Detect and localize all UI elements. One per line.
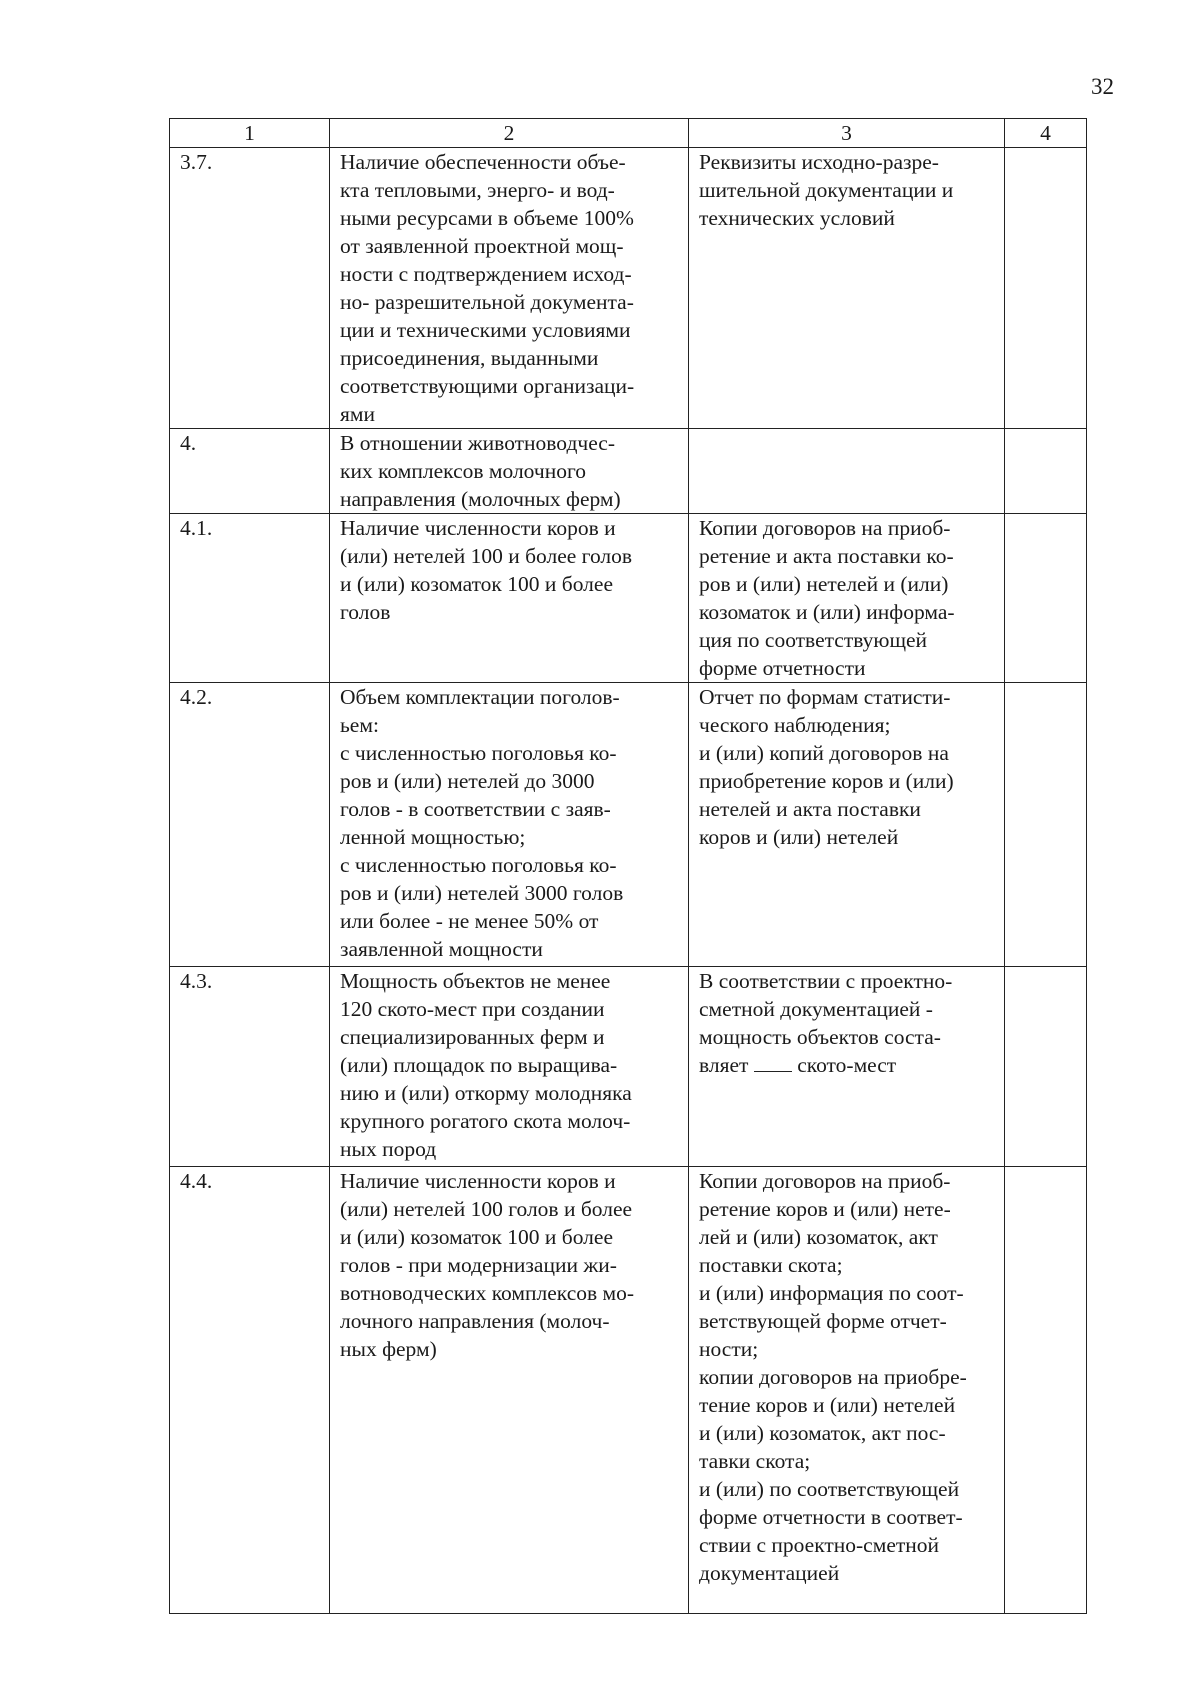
- table-row-3-7: [170, 148, 1087, 429]
- table-header-row: [170, 119, 1087, 148]
- documents-cell: Копии договоров на приоб- ретение коров и (или) нете- лей и (или) козоматок, акт поставки скота; и (или) информация по соот- ветствующей форме отчет- ности; копии договоров на приобре- тение коров и (или) нетелей и (или) козоматок, акт пос- тавки скота; и (или) по соответствующей форме отчетности в соответ- ствии с проектно-сметной документацией: [689, 1167, 1005, 1614]
- criterion-cell: Объем комплектации поголов- ьем: с численностью поголовья ко- ров и (или) нетелей до 3000 голов - в соответствии с заяв- ленной мощностью; с численностью поголовья ко- ров и (или) нетелей 3000 голов или более - не менее 50% от заявленной мощности: [330, 683, 689, 967]
- table-row-4-2: [170, 683, 1087, 967]
- table-row-4-1: [170, 514, 1087, 683]
- row-number-cell: 3.7.: [170, 148, 330, 429]
- table-row-4-3: [170, 967, 1087, 1167]
- requirements-table: [169, 118, 1087, 1614]
- documents-cell: [689, 967, 1005, 1167]
- fill-in-blank: [754, 1053, 792, 1072]
- criterion-cell: Мощность объектов не менее 120 ското-мест при создании специализированных ферм и (или) площадок по выращива- нию и (или) откорму молодняка крупного рогатого скота молоч- ных пород: [330, 967, 689, 1167]
- note-cell: [1005, 514, 1087, 683]
- row-number-cell: 4.3.: [170, 967, 330, 1167]
- page-number: 32: [1091, 74, 1114, 99]
- documents-text-suffix: ското-мест: [791, 1053, 897, 1077]
- documents-cell: Копии договоров на приоб- ретение и акта поставки ко- ров и (или) нетелей и (или) козоматок и (или) информа- ция по соответствующей форме отчетности: [689, 514, 1005, 683]
- criterion-cell: В отношении животноводчес- ких комплексов молочного направления (молочных ферм): [330, 429, 689, 514]
- note-cell: [1005, 148, 1087, 429]
- note-cell: [1005, 967, 1087, 1167]
- row-number-cell: 4.: [170, 429, 330, 514]
- criterion-cell: Наличие численности коров и (или) нетелей 100 и более голов и (или) козоматок 100 и более голов: [330, 514, 689, 683]
- documents-text: В соответствии с проектно- сметной документацией - мощность объектов соста- вляет: [699, 969, 953, 1077]
- criterion-cell: Наличие численности коров и (или) нетелей 100 голов и более и (или) козоматок 100 и более голов - при модернизации жи- вотноводческих комплексов мо- лочного направления (молоч- ных ферм): [330, 1167, 689, 1614]
- documents-cell: Отчет по формам статисти- ческого наблюдения; и (или) копий договоров на приобретение коров и (или) нетелей и акта поставки коров и (или) нетелей: [689, 683, 1005, 967]
- documents-cell: [689, 429, 1005, 514]
- criterion-cell: Наличие обеспеченности объе- кта тепловыми, энерго- и вод- ными ресурсами в объеме 100% от заявленной проектной мощ- ности с подтверждением исход- но- разрешительной документа- ции и техническими условиями присоединения, выданными соответствующими организаци- ями: [330, 148, 689, 429]
- table-row-4: [170, 429, 1087, 514]
- note-cell: [1005, 683, 1087, 967]
- note-cell: [1005, 1167, 1087, 1614]
- note-cell: [1005, 429, 1087, 514]
- column-header-1: 1: [170, 119, 330, 148]
- documents-cell: Реквизиты исходно-разре- шительной документации и технических условий: [689, 148, 1005, 429]
- row-number-cell: 4.2.: [170, 683, 330, 967]
- column-header-3: 3: [689, 119, 1005, 148]
- row-number-cell: 4.4.: [170, 1167, 330, 1614]
- row-number-cell: 4.1.: [170, 514, 330, 683]
- column-header-4: 4: [1005, 119, 1087, 148]
- column-header-2: 2: [330, 119, 689, 148]
- table-row-4-4: [170, 1167, 1087, 1614]
